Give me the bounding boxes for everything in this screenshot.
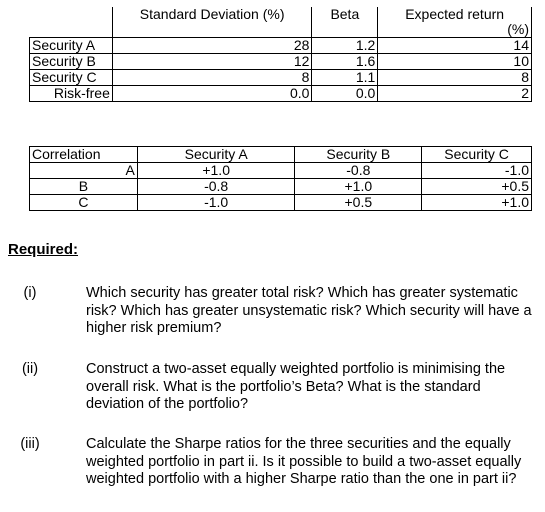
header-blank	[30, 7, 113, 22]
cell-std-dev: 0.0	[112, 86, 312, 102]
cell-expected-return: 10	[378, 54, 532, 70]
cell-corr: -1.0	[137, 195, 295, 211]
cell-expected-return: 2	[378, 86, 532, 102]
question-text: Which security has greater total risk? Which has greater systematic risk? Which has greater unsystematic risk? Which security will have a higher risk premium?	[86, 285, 532, 336]
question-number: (i)	[23, 285, 37, 301]
row-label: Risk-free	[30, 86, 113, 102]
row-label: C	[30, 195, 138, 211]
row-label: Security C	[30, 70, 113, 86]
cell-std-dev: 12	[112, 54, 312, 70]
question-text: Calculate the Sharpe ratios for the three securities and the equally weighted portfolio in part ii. Is it possible to build a two-asset equally weighted portfolio with a higher Sharpe ratio than the one in part ii?	[86, 436, 522, 487]
cell-corr: -0.8	[295, 163, 422, 179]
cell-corr: +1.0	[422, 195, 532, 211]
header-correlation: Correlation	[30, 147, 138, 163]
cell-beta: 0.0	[312, 86, 378, 102]
security-stats-table	[29, 7, 532, 102]
header-security-a: Security A	[137, 147, 295, 163]
header-security-b: Security B	[295, 147, 422, 163]
cell-corr: +0.5	[295, 195, 422, 211]
correlation-table	[29, 146, 532, 211]
row-label: A	[30, 163, 138, 179]
question-number: (ii)	[21, 361, 39, 377]
cell-std-dev: 28	[112, 38, 312, 54]
row-label: Security A	[30, 38, 113, 54]
header-beta: Beta	[312, 7, 378, 22]
header-expected-return: Expected return	[378, 7, 532, 22]
header-std-dev: Standard Deviation (%)	[112, 7, 312, 22]
cell-corr: -0.8	[137, 179, 295, 195]
cell-beta: 1.6	[312, 54, 378, 70]
cell-corr: -1.0	[422, 163, 532, 179]
question-number: (iii)	[20, 436, 40, 452]
row-label: Security B	[30, 54, 113, 70]
cell-corr: +1.0	[295, 179, 422, 195]
cell-corr: +0.5	[422, 179, 532, 195]
cell-expected-return: 8	[378, 70, 532, 86]
header-security-c: Security C	[422, 147, 532, 163]
row-label: B	[30, 179, 138, 195]
header-expected-return-unit: (%)	[378, 22, 532, 38]
cell-beta: 1.2	[312, 38, 378, 54]
cell-corr: +1.0	[137, 163, 295, 179]
required-heading: Required:	[8, 241, 79, 258]
cell-expected-return: 14	[378, 38, 532, 54]
cell-beta: 1.1	[312, 70, 378, 86]
cell-std-dev: 8	[112, 70, 312, 86]
question-text: Construct a two-asset equally weighted portfolio is minimising the overall risk. What is the portfolio’s Beta? What is the standard deviation of the portfolio?	[86, 361, 506, 412]
